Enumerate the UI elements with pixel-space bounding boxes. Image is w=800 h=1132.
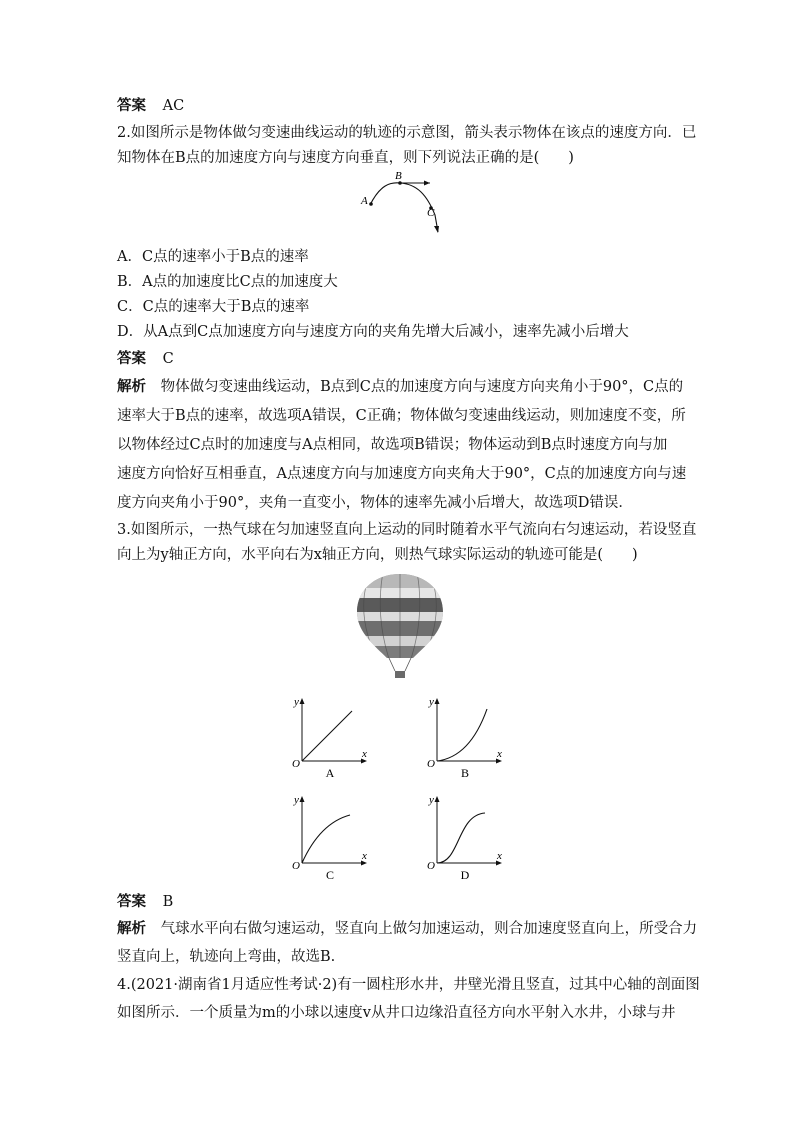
hot-air-balloon-image (355, 572, 445, 680)
graph-d-y-arrow (435, 796, 440, 802)
graph-b-origin-label: O (427, 758, 435, 770)
q2-option-a: A．C点的速率小于B点的速率 (117, 249, 309, 265)
q2-trajectory-figure (355, 170, 455, 240)
q2-option-d: D．从A点到C点加速度方向与速度方向的夹角先增大后减小，速率先减小后增大 (117, 324, 629, 340)
q3-answer-value: B (162, 894, 174, 910)
q2-analysis-text-1: 物体做匀变速曲线运动，B点到C点的加速度方向与速度方向夹角小于90°，C点的 (160, 379, 684, 395)
graph-d-origin-label: O (427, 860, 435, 872)
graph-d-x-label: x (497, 850, 502, 862)
label-a: A (361, 195, 368, 207)
graph-c-origin-label: O (292, 860, 300, 872)
graph-b-y-arrow (435, 698, 440, 704)
graph-d-y-label: y (429, 794, 434, 806)
q1-answer-row (117, 96, 184, 116)
q2-analysis-line-3: 以物体经过C点时的加速度与A点相同，故选项B错误；物体运动到B点时速度方向与加 (117, 437, 668, 453)
q2-analysis-label: 解析 (117, 378, 146, 395)
velocity-arrowhead-b (424, 181, 430, 186)
graph-c-y-label: y (294, 794, 299, 806)
q3-stem-line-1: 3.如图所示，一热气球在匀加速竖直向上运动的同时随着水平气流向右匀速运动，若设竖直 (117, 522, 697, 538)
graph-b-trajectory (437, 709, 487, 761)
balloon-rope-right (405, 658, 411, 671)
q3-analysis-text-1: 气球水平向右做匀速运动，竖直向上做匀加速运动，则合加速度竖直向上，所受合力 (160, 921, 698, 937)
q3-answer-label: 答案 (117, 893, 146, 910)
graph-c-trajectory (302, 815, 350, 863)
graph-c (290, 793, 370, 885)
q3-answer-row (117, 892, 173, 912)
graph-b-x-label: x (497, 748, 502, 760)
q2-answer-row (117, 349, 174, 369)
graph-a-y-arrow (300, 698, 305, 704)
graph-a-caption: A (325, 766, 335, 780)
q2-stem-line-2: 知物体在B点的加速度方向与速度方向垂直，则下列说法正确的是( ) (117, 150, 574, 166)
q2-analysis-line-1 (117, 377, 683, 397)
q4-stem-line-2: 如图所示．一个质量为m的小球以速度v从井口边缘沿直径方向水平射入水井，小球与井 (117, 1005, 676, 1021)
q2-analysis-line-2: 速率大于B点的速率，故选项A错误，C正确；物体做匀变速曲线运动，则加速度不变，所 (117, 408, 686, 424)
q3-analysis-line-2: 竖直向上，轨迹向上弯曲，故选B. (117, 949, 336, 965)
graph-d-caption: D (460, 868, 470, 882)
graph-a (290, 695, 370, 780)
point-a-dot (369, 202, 373, 206)
graph-c-y-arrow (300, 796, 305, 802)
q2-option-b: B．A点的加速度比C点的加速度大 (117, 274, 338, 290)
graph-b-caption: B (460, 766, 470, 780)
graph-a-x-label: x (362, 748, 367, 760)
graph-a-trajectory (302, 711, 352, 761)
balloon-basket (395, 671, 405, 678)
q4-stem-line-1: 4.(2021·湖南省1月适应性考试·2)有一圆柱形水井，井壁光滑且竖直，过其中心轴的剖面图 (117, 977, 700, 993)
graph-c-caption: C (325, 868, 335, 882)
q2-answer-value: C (162, 351, 174, 367)
q2-analysis-line-5: 度方向夹角小于90°，夹角一直变小，物体的速率先减小后增大，故选项D错误． (117, 495, 633, 511)
q3-analysis-label: 解析 (117, 920, 146, 937)
graph-d-trajectory (437, 813, 485, 863)
q2-answer-label: 答案 (117, 350, 146, 367)
q2-analysis-line-4: 速度方向恰好互相垂直，A点速度方向与加速度方向夹角大于90°，C点的加速度方向与速 (117, 466, 687, 482)
graph-a-y-label: y (294, 696, 299, 708)
q1-answer-label: 答案 (117, 97, 146, 114)
graph-b (425, 695, 505, 780)
q2-option-c: C．C点的速率大于B点的速率 (117, 299, 310, 315)
q1-answer-value: AC (162, 98, 185, 114)
q3-stem-line-2: 向上为y轴正方向，水平向右为x轴正方向，则热气球实际运动的轨迹可能是( ) (117, 547, 638, 563)
graph-c-x-label: x (362, 850, 367, 862)
balloon-rope-left (389, 658, 395, 671)
graph-a-origin-label: O (292, 758, 300, 770)
q2-stem-line-1: 2.如图所示是物体做匀变速曲线运动的轨迹的示意图，箭头表示物体在该点的速度方向．已 (117, 125, 697, 141)
label-c: C (427, 207, 435, 219)
q3-analysis-line-1 (117, 919, 697, 939)
graph-b-y-label: y (429, 696, 434, 708)
graph-d (425, 793, 505, 885)
label-b: B (395, 170, 402, 182)
